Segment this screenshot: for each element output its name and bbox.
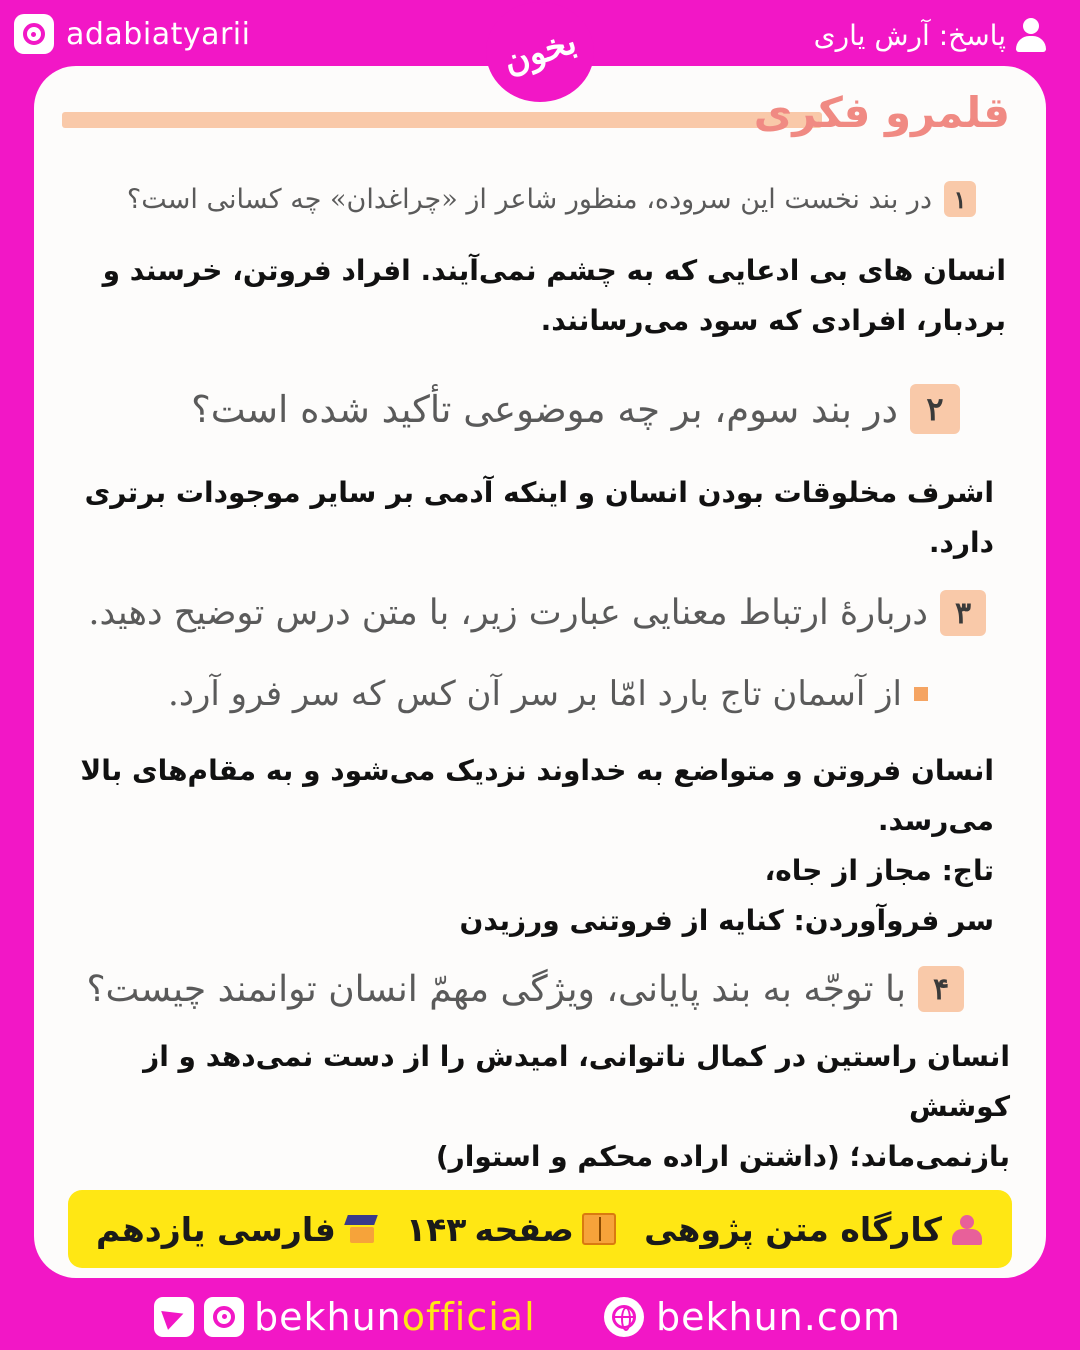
social-handle: bekhunofficial xyxy=(254,1295,536,1339)
question-text: با توجّه به بند پایانی، ویژگی مهمّ انسان توانمند چیست؟ xyxy=(86,968,906,1010)
content-card xyxy=(34,66,1046,1278)
website-url: bekhun.com xyxy=(656,1295,901,1339)
lesson-name: کارگاه متن پژوهی xyxy=(644,1210,984,1249)
brand-logo-text: بخون xyxy=(498,21,582,83)
instagram-icon xyxy=(14,14,54,54)
section-title: قلمرو فکری xyxy=(753,88,1010,137)
brand-logo xyxy=(486,2,594,102)
globe-icon xyxy=(604,1297,644,1337)
answer-2 xyxy=(85,468,994,568)
answer-line: دارد. xyxy=(928,526,994,559)
bullet-icon xyxy=(914,687,928,701)
answer-author-label: پاسخ: آرش یاری xyxy=(813,18,1006,52)
book-icon xyxy=(582,1213,616,1245)
instagram-link[interactable] xyxy=(14,14,250,54)
bottom-bar xyxy=(0,1285,1080,1350)
instagram-icon[interactable] xyxy=(204,1297,244,1337)
instagram-handle: adabiatyarii xyxy=(66,16,251,52)
social-links[interactable] xyxy=(154,1295,536,1339)
answer-line: بردبار، افرادی که سود می‌رسانند. xyxy=(540,304,1006,337)
quote-text: از آسمان تاج بارد امّا بر سر آن کس که سر فرو آرد. xyxy=(168,674,902,714)
question-2 xyxy=(191,384,960,434)
answer-line: اشرف مخلوقات بودن انسان و اینکه آدمی بر سایر موجودات برتری xyxy=(84,476,994,509)
question-text: در بند نخست این سروده، منظور شاعر از «چراغدان» چه کسانی است؟ xyxy=(126,183,932,215)
question-number: ۳ xyxy=(940,590,986,636)
section-divider xyxy=(62,112,822,128)
answer-line: انسان راستین در کمال ناتوانی، امیدش را از دست نمی‌دهد و از کوشش xyxy=(143,1040,1010,1123)
page-number: ۱۴۳ xyxy=(406,1209,467,1249)
answer-3 xyxy=(80,746,994,946)
answer-line: می‌رسد. xyxy=(877,804,994,837)
question-3-quote xyxy=(168,674,928,714)
answer-line: انسان های بی ادعایی که به چشم نمی‌آیند. افراد فروتن، خرسند و xyxy=(102,254,1006,287)
question-number: ۱ xyxy=(944,181,976,217)
answer-line: تاج: مجاز از جاه، xyxy=(764,854,994,887)
answer-4 xyxy=(34,1032,1010,1182)
answer-line: بازنمی‌ماند؛ (داشتن اراده محکم و استوار) xyxy=(435,1140,1010,1173)
question-1 xyxy=(127,181,976,217)
answer-line: سر فروآوردن: کنایه از فروتنی ورزیدن xyxy=(459,904,994,937)
teacher-icon xyxy=(950,1213,984,1245)
question-number: ۲ xyxy=(910,384,960,434)
answer-line: انسان فروتن و متواضع به خداوند نزدیک می‌شود و به مقام‌های بالا xyxy=(80,754,994,787)
telegram-icon[interactable] xyxy=(154,1297,194,1337)
answer-author xyxy=(814,18,1046,52)
question-number: ۴ xyxy=(918,966,964,1012)
page-info: صفحه ۱۴۳ xyxy=(406,1210,616,1249)
question-text: دربارهٔ ارتباط معنایی عبارت زیر، با متن درس توضیح دهید. xyxy=(88,593,928,633)
question-3 xyxy=(88,590,986,636)
lesson-info-band xyxy=(68,1190,1012,1268)
user-icon xyxy=(1016,18,1046,52)
graduation-cap-icon xyxy=(344,1213,378,1245)
question-4 xyxy=(86,966,964,1012)
answer-1 xyxy=(103,246,1006,346)
question-text: در بند سوم، بر چه موضوعی تأکید شده است؟ xyxy=(191,387,898,431)
website-link[interactable] xyxy=(604,1295,901,1339)
book-name: فارسی یازدهم xyxy=(96,1210,378,1249)
